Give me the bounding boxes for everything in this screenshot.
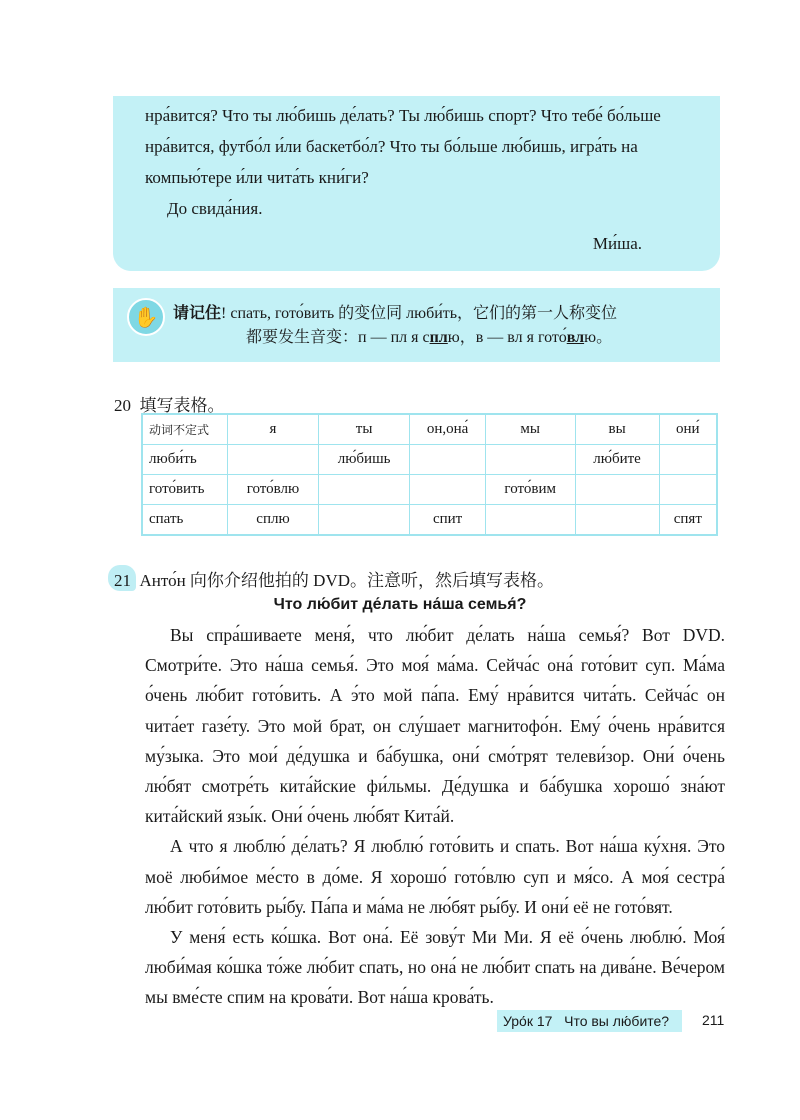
remember-line2-part: ю。 [584, 329, 613, 346]
story-paragraph: У меня́ есть ко́шка. Вот она́. Её зову́т Ми Ми. Я её о́чень люблю́. Моя́ люби́мая ко́шка то́же лю́бит спать, но она́ не лю́бит спать на дива́не. Ве́чером мы вме́сте спим на крова́ти. Вот на́ша крова́ть. [145, 927, 725, 1008]
table-cell: спать [142, 505, 228, 536]
remember-bang: ! [221, 305, 227, 322]
exercise-20-instruction: 填写表格。 [139, 396, 225, 415]
story-paragraph: А что я люблю́ де́лать? Я люблю́ гото́вить и спать. Вот на́ша ку́хня. Это моё люби́мое ме́сто в до́ме. Я хорошо́ гото́влю суп и мя́со. А моя́ сестра́ лю́бит гото́вить ры́бу. Па́па и ма́ма не лю́бят ры́бу. И они́ её не гото́вят. [145, 836, 725, 917]
letter-line: компью́тере и́ли чита́ть кни́ги? [145, 168, 369, 187]
letter-signature: Ми́ша. [592, 234, 642, 253]
remember-line2-part: 都要发生音变：п — пл я с [246, 329, 430, 346]
lesson-number: Уро́к 17 [503, 1013, 553, 1029]
story-paragraph: Вы спра́шиваете меня́, что лю́бит де́лать на́ша семья́? Вот DVD. Смотри́те. Это на́ша семья́. Это моя́ ма́ма. Сейча́с она́ гото́вит суп. Ма́ма о́чень лю́бит гото́вить. А э́то мой па́па. Ему́ нра́вится чита́ть. Сейча́с он чита́ет газе́ту. Это мой брат, он слу́шает магнитофо́н. Ему́ о́чень нра́вится му́зыка. Это мои́ де́душка и ба́бушка, они́ смо́трят телеви́зор. Они́ о́чень лю́бят смотре́ть кита́йские фи́льмы. Де́душка и ба́бушка хорошо́ зна́ют кита́йский язы́к. Они́ о́чень лю́бят Кита́й. [145, 625, 725, 827]
table-cell: 动词不定式 [142, 414, 228, 445]
table-cell: спит [410, 505, 486, 536]
table-cell [575, 475, 659, 505]
table-cell [659, 475, 717, 505]
remember-line1: спать, гото́вить 的变位同 люби́ть，它们的第一人称变位 [226, 305, 618, 322]
remember-text [173, 301, 617, 350]
remember-box [113, 288, 720, 362]
table-cell [410, 475, 486, 505]
table-cell: гото́вим [485, 475, 575, 505]
letter-closing: До свида́ния. [167, 199, 263, 218]
conjugation-table [141, 413, 718, 536]
table-header-row [142, 414, 717, 445]
table-cell [410, 445, 486, 475]
table-row [142, 475, 717, 505]
table-cell [485, 445, 575, 475]
remember-underlined: пл [429, 329, 448, 346]
table-cell: гото́влю [228, 475, 319, 505]
table-cell: вы [575, 414, 659, 445]
remember-title: 请记住 [173, 303, 222, 322]
table-cell: они́ [659, 414, 717, 445]
letter-line: нра́вится, футбо́л и́ли баскетбо́л? Что ты бо́льше лю́бишь, игра́ть на [145, 137, 638, 156]
hand-icon: ✋ [127, 298, 165, 336]
table-cell [318, 475, 409, 505]
table-cell [318, 505, 409, 536]
table-cell [659, 445, 717, 475]
exercise-21-title [114, 566, 554, 591]
letter-box [113, 96, 720, 271]
table-cell [575, 505, 659, 536]
table-cell: люби́ть [142, 445, 228, 475]
letter-line: нра́вится? Что ты лю́бишь де́лать? Ты лю́бишь спорт? Что тебе́ бо́льше [145, 106, 661, 125]
table-row [142, 445, 717, 475]
table-cell: ты [318, 414, 409, 445]
exercise-20-number: 20 [114, 396, 131, 415]
table-cell: мы [485, 414, 575, 445]
table-cell: я [228, 414, 319, 445]
table-cell: гото́вить [142, 475, 228, 505]
table-cell [228, 445, 319, 475]
table-cell: спят [659, 505, 717, 536]
remember-line2-part: ю，в — вл я гото́ [447, 329, 567, 346]
table-row [142, 505, 717, 536]
story-title: Что лю́бит де́лать на́ша семья́? [273, 596, 527, 613]
table-cell: он,она́ [410, 414, 486, 445]
exercise-21-number: 21 [114, 571, 131, 590]
lesson-title: Что вы лю́бите? [564, 1013, 670, 1029]
table-cell: лю́бите [575, 445, 659, 475]
lesson-footer [497, 1010, 682, 1032]
table-cell: лю́бишь [318, 445, 409, 475]
exercise-21-instruction: Анто́н 向你介绍他拍的 DVD。注意听，然后填写表格。 [139, 571, 555, 590]
page-number: 211 [702, 1012, 725, 1028]
table-cell: сплю [228, 505, 319, 536]
remember-underlined: вл [566, 329, 585, 346]
table-cell [485, 505, 575, 536]
story-text [145, 620, 725, 1013]
